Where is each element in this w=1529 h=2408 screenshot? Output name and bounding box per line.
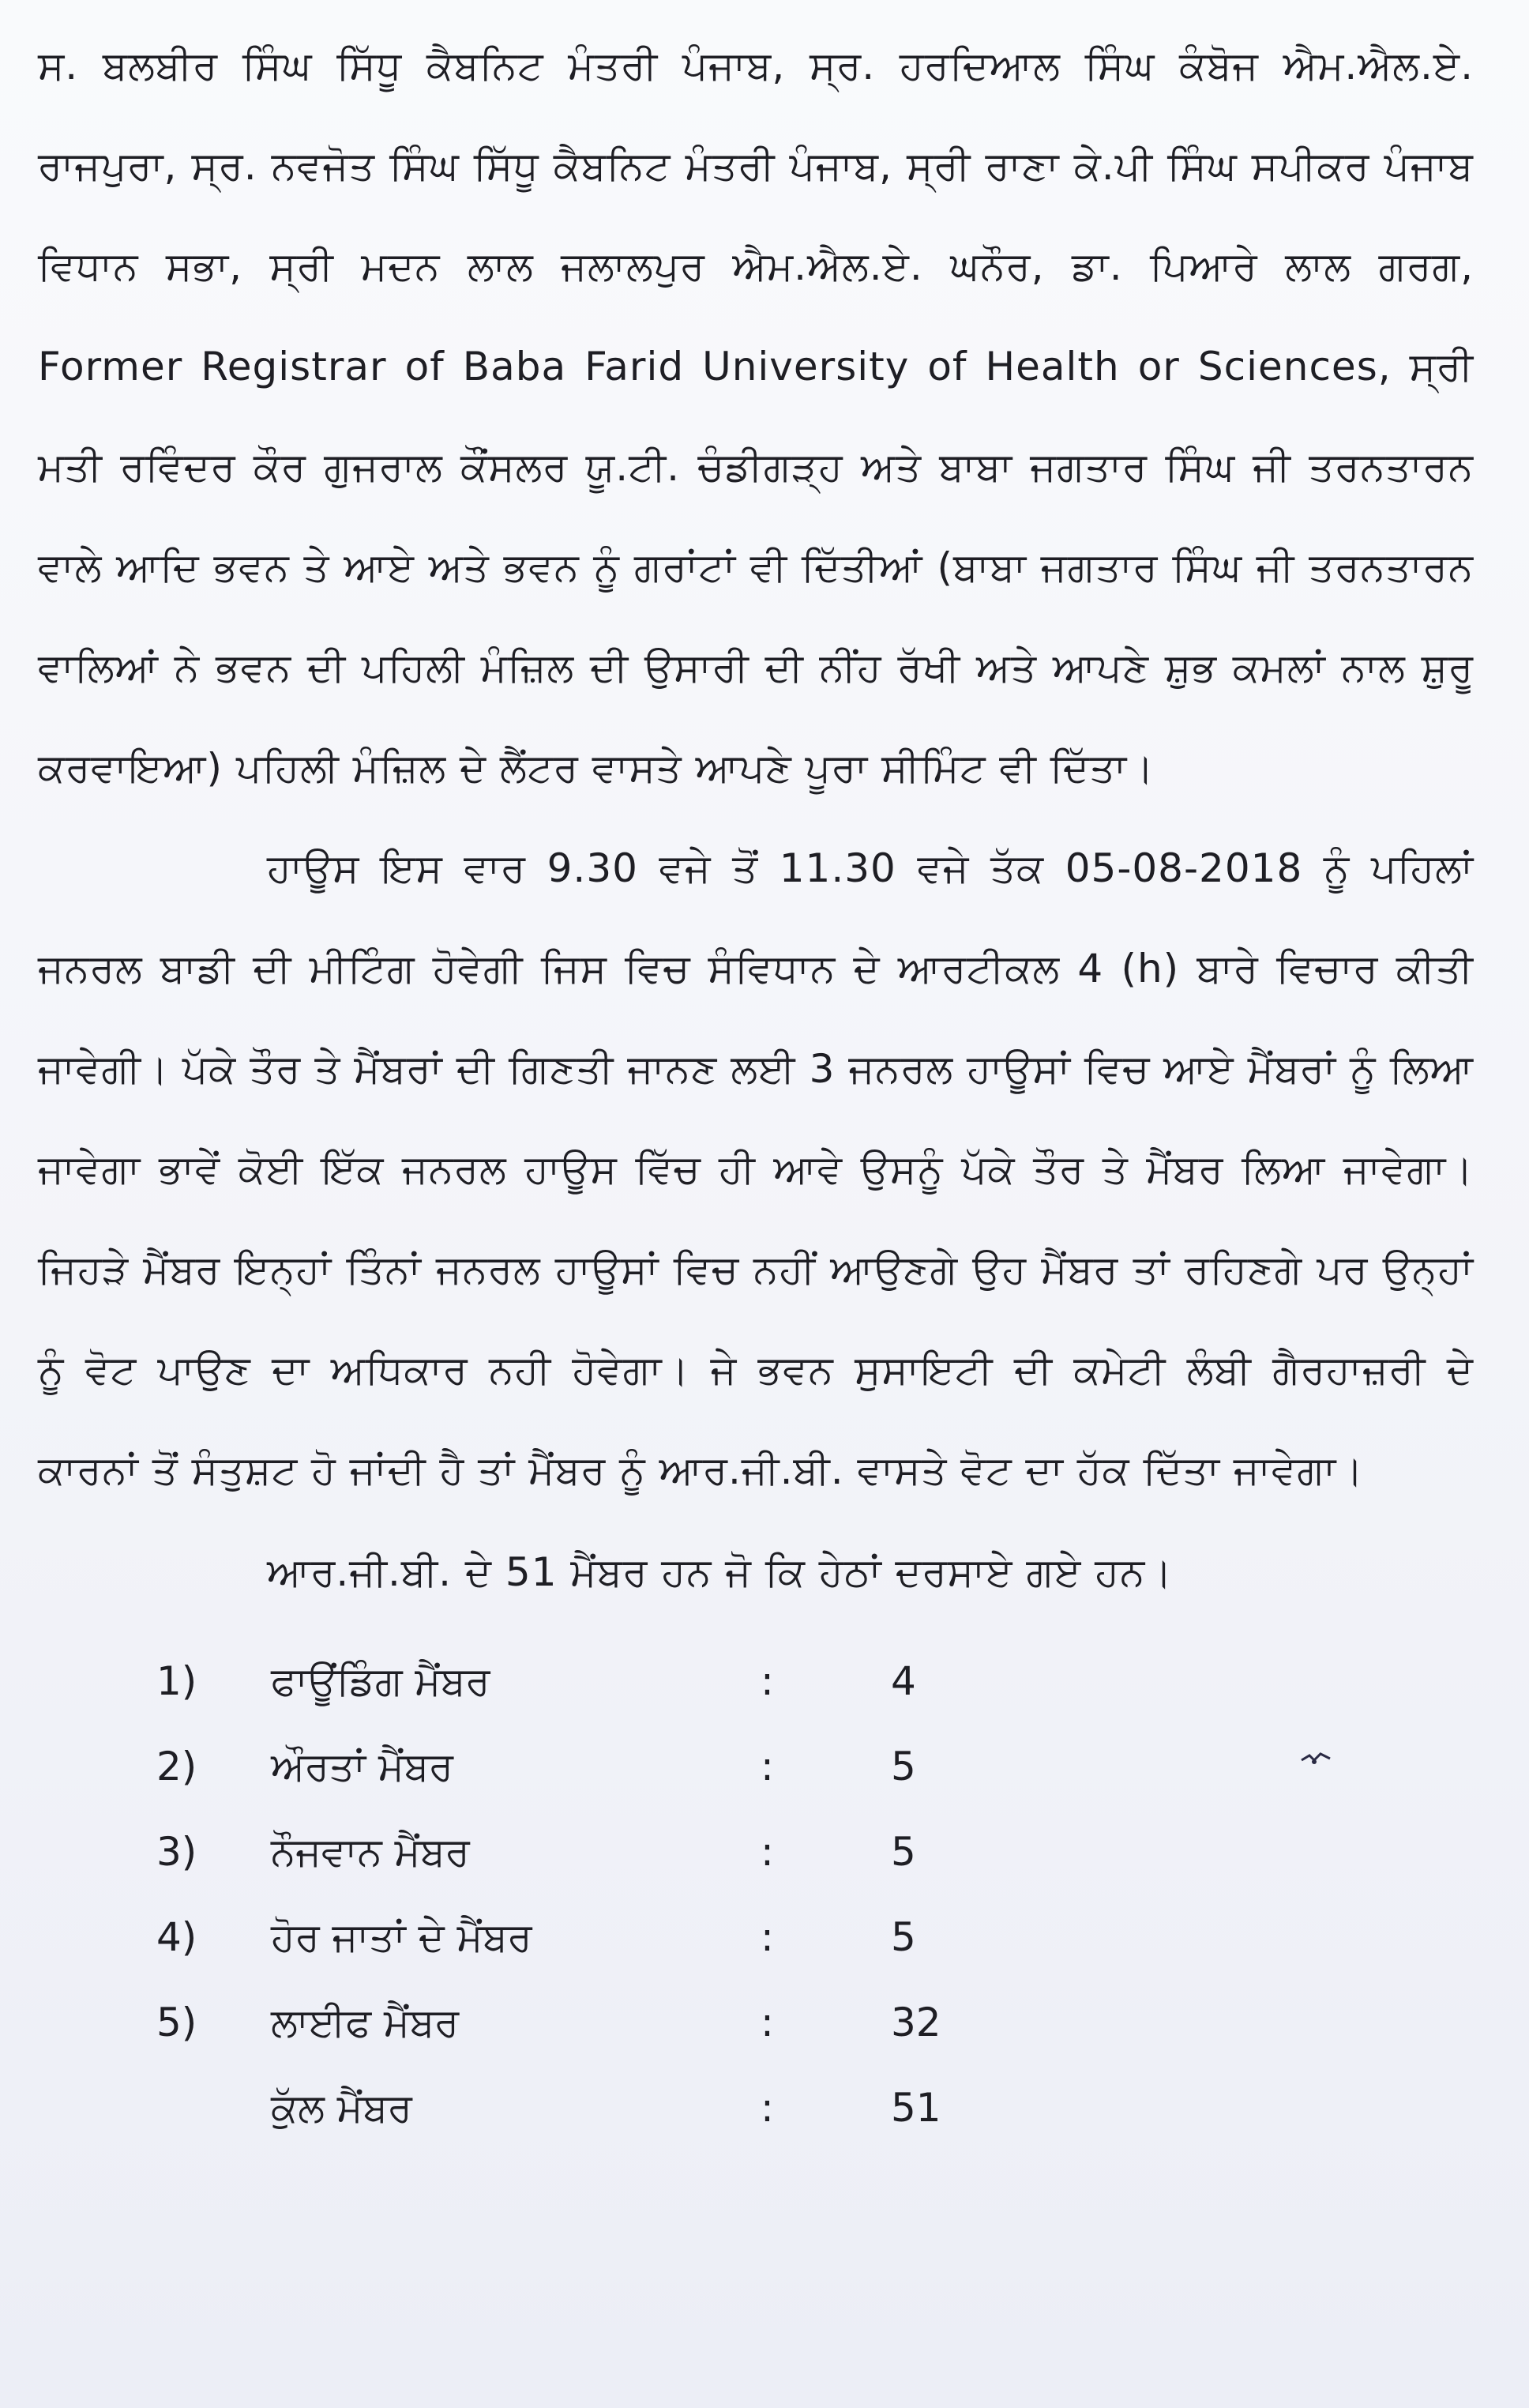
member-number: 5) [156,2000,197,2045]
member-label: ਔਰਤਾਂ ਮੈਂਬਰ [271,1743,454,1789]
member-value: 5 [891,1744,916,1789]
member-value: 32 [891,2000,941,2045]
member-colon: : [761,1914,774,1960]
member-row-other-castes [38,1894,1474,1980]
member-row-women [38,1724,1474,1809]
paragraph-general-house: ਹਾਊਸ ਇਸ ਵਾਰ 9.30 ਵਜੇ ਤੋਂ 11.30 ਵਜੇ ਤੱਕ 05-08-2018 ਨੂੰ ਪਹਿਲਾਂ ਜਨਰਲ ਬਾਡੀ ਦੀ ਮੀਟਿੰਗ ਹੋਵੇਗੀ ਜਿਸ ਵਿਚ ਸੰਵਿਧਾਨ ਦੇ ਆਰਟੀਕਲ 4 (h) ਬਾਰੇ ਵਿਚਾਰ ਕੀਤੀ ਜਾਵੇਗੀ। ਪੱਕੇ ਤੌਰ ਤੇ ਮੈਂਬਰਾਂ ਦੀ ਗਿਣਤੀ ਜਾਨਣ ਲਈ 3 ਜਨਰਲ ਹਾਊਸਾਂ ਵਿਚ ਆਏ ਮੈਂਬਰਾਂ ਨੂੰ ਲਿਆ ਜਾਵੇਗਾ ਭਾਵੇਂ ਕੋਈ ਇੱਕ ਜਨਰਲ ਹਾਊਸ ਵਿੱਚ ਹੀ ਆਵੇ ਉਸਨੂੰ ਪੱਕੇ ਤੌਰ ਤੇ ਮੈਂਬਰ ਲਿਆ ਜਾਵੇਗਾ। ਜਿਹੜੇ ਮੈਂਬਰ ਇਨ੍ਹਾਂ ਤਿੰਨਾਂ ਜਨਰਲ ਹਾਊਸਾਂ ਵਿਚ ਨਹੀਂ ਆਉਣਗੇ ਉਹ ਮੈਂਬਰ ਤਾਂ ਰਹਿਣਗੇ ਪਰ ਉਨ੍ਹਾਂ ਨੂੰ ਵੋਟ ਪਾਉਣ ਦਾ ਅਧਿਕਾਰ ਨਹੀ ਹੋਵੇਗਾ। ਜੇ ਭਵਨ ਸੁਸਾਇਟੀ ਦੀ ਕਮੇਟੀ ਲੰਬੀ ਗੈਰਹਾਜ਼ਰੀ ਦੇ ਕਾਰਨਾਂ ਤੋਂ ਸੰਤੁਸ਼ਟ ਹੋ ਜਾਂਦੀ ਹੈ ਤਾਂ ਮੈਂਬਰ ਨੂੰ ਆਰ.ਜੀ.ਬੀ. ਵਾਸਤੇ ਵੋਟ ਦਾ ਹੱਕ ਦਿੱਤਾ ਜਾਵੇਗਾ। [38,845,1474,1493]
member-label: ਹੋਰ ਜਾਤਾਂ ਦੇ ਮੈਂਬਰ [271,1913,532,1960]
member-colon: : [761,1829,774,1875]
member-row-total [38,2065,1474,2150]
member-value: 5 [891,1829,916,1875]
members-intro: ਆਰ.ਜੀ.ਬੀ. ਦੇ 51 ਮੈਂਬਰ ਹਨ ਜੋ ਕਿ ਹੇਠਾਂ ਦਰਸਾਏ ਗਏ ਹਨ। [267,1549,1173,1595]
member-number: 4) [156,1914,197,1960]
member-colon: : [761,2085,774,2131]
member-value: 5 [891,1914,916,1960]
member-number: 1) [156,1658,197,1704]
pen-mark-icon [1300,1749,1332,1768]
paragraph-guests: ਸ. ਬਲਬੀਰ ਸਿੰਘ ਸਿੱਧੂ ਕੈਬਨਿਟ ਮੰਤਰੀ ਪੰਜਾਬ, ਸ੍ਰ. ਹਰਦਿਆਲ ਸਿੰਘ ਕੰਬੋਜ ਐਮ.ਐਲ.ਏ. ਰਾਜਪੁਰਾ, ਸ੍ਰ. ਨਵਜੋਤ ਸਿੰਘ ਸਿੱਧੂ ਕੈਬਨਿਟ ਮੰਤਰੀ ਪੰਜਾਬ, ਸ੍ਰੀ ਰਾਣਾ ਕੇ.ਪੀ ਸਿੰਘ ਸਪੀਕਰ ਪੰਜਾਬ ਵਿਧਾਨ ਸਭਾ, ਸ੍ਰੀ ਮਦਨ ਲਾਲ ਜਲਾਲਪੁਰ ਐਮ.ਐਲ.ਏ. ਘਨੌਰ, ਡਾ. ਪਿਆਰੇ ਲਾਲ ਗਰਗ, Former Registrar of Baba Farid University of Health or Sciences, ਸ੍ਰੀ ਮਤੀ ਰਵਿੰਦਰ ਕੌਰ ਗੁਜਰਾਲ ਕੌਂਸਲਰ ਯੂ.ਟੀ. ਚੰਡੀਗੜ੍ਹ ਅਤੇ ਬਾਬਾ ਜਗਤਾਰ ਸਿੰਘ ਜੀ ਤਰਨਤਾਰਨ ਵਾਲੇ ਆਦਿ ਭਵਨ ਤੇ ਆਏ ਅਤੇ ਭਵਨ ਨੂੰ ਗਰਾਂਟਾਂ ਵੀ ਦਿੱਤੀਆਂ (ਬਾਬਾ ਜਗਤਾਰ ਸਿੰਘ ਜੀ ਤਰਨਤਾਰਨ ਵਾਲਿਆਂ ਨੇ ਭਵਨ ਦੀ ਪਹਿਲੀ ਮੰਜ਼ਿਲ ਦੀ ਉਸਾਰੀ ਦੀ ਨੀਂਹ ਰੱਖੀ ਅਤੇ ਆਪਣੇ ਸ਼ੁਭ ਕਮਲਾਂ ਨਾਲ ਸ਼ੁਰੂ ਕਰਵਾਇਆ) ਪਹਿਲੀ ਮੰਜ਼ਿਲ ਦੇ ਲੈਂਟਰ ਵਾਸਤੇ ਆਪਣੇ ਪੂਰਾ ਸੀਮਿੰਟ ਵੀ ਦਿੱਤਾ। [38,43,1474,791]
member-number: 2) [156,1744,197,1789]
member-number: 3) [156,1829,197,1875]
member-row-youth [38,1809,1474,1894]
member-list [38,1639,1474,2150]
member-label: ਲਾਈਫ ਮੈਂਬਰ [271,1999,460,2045]
member-label: ਫਾਊਂਡਿੰਗ ਮੈਂਬਰ [271,1657,490,1704]
member-label: ਨੌਜਵਾਨ ਮੈਂਬਰ [271,1828,470,1875]
member-colon: : [761,1744,774,1789]
member-value: 51 [891,2085,941,2131]
member-value: 4 [891,1658,916,1704]
member-label: ਕੁੱਲ ਮੈਂਬਰ [271,2084,412,2131]
member-row-founding [38,1639,1474,1724]
member-colon: : [761,1658,774,1704]
member-colon: : [761,2000,774,2045]
member-row-life [38,1980,1474,2065]
